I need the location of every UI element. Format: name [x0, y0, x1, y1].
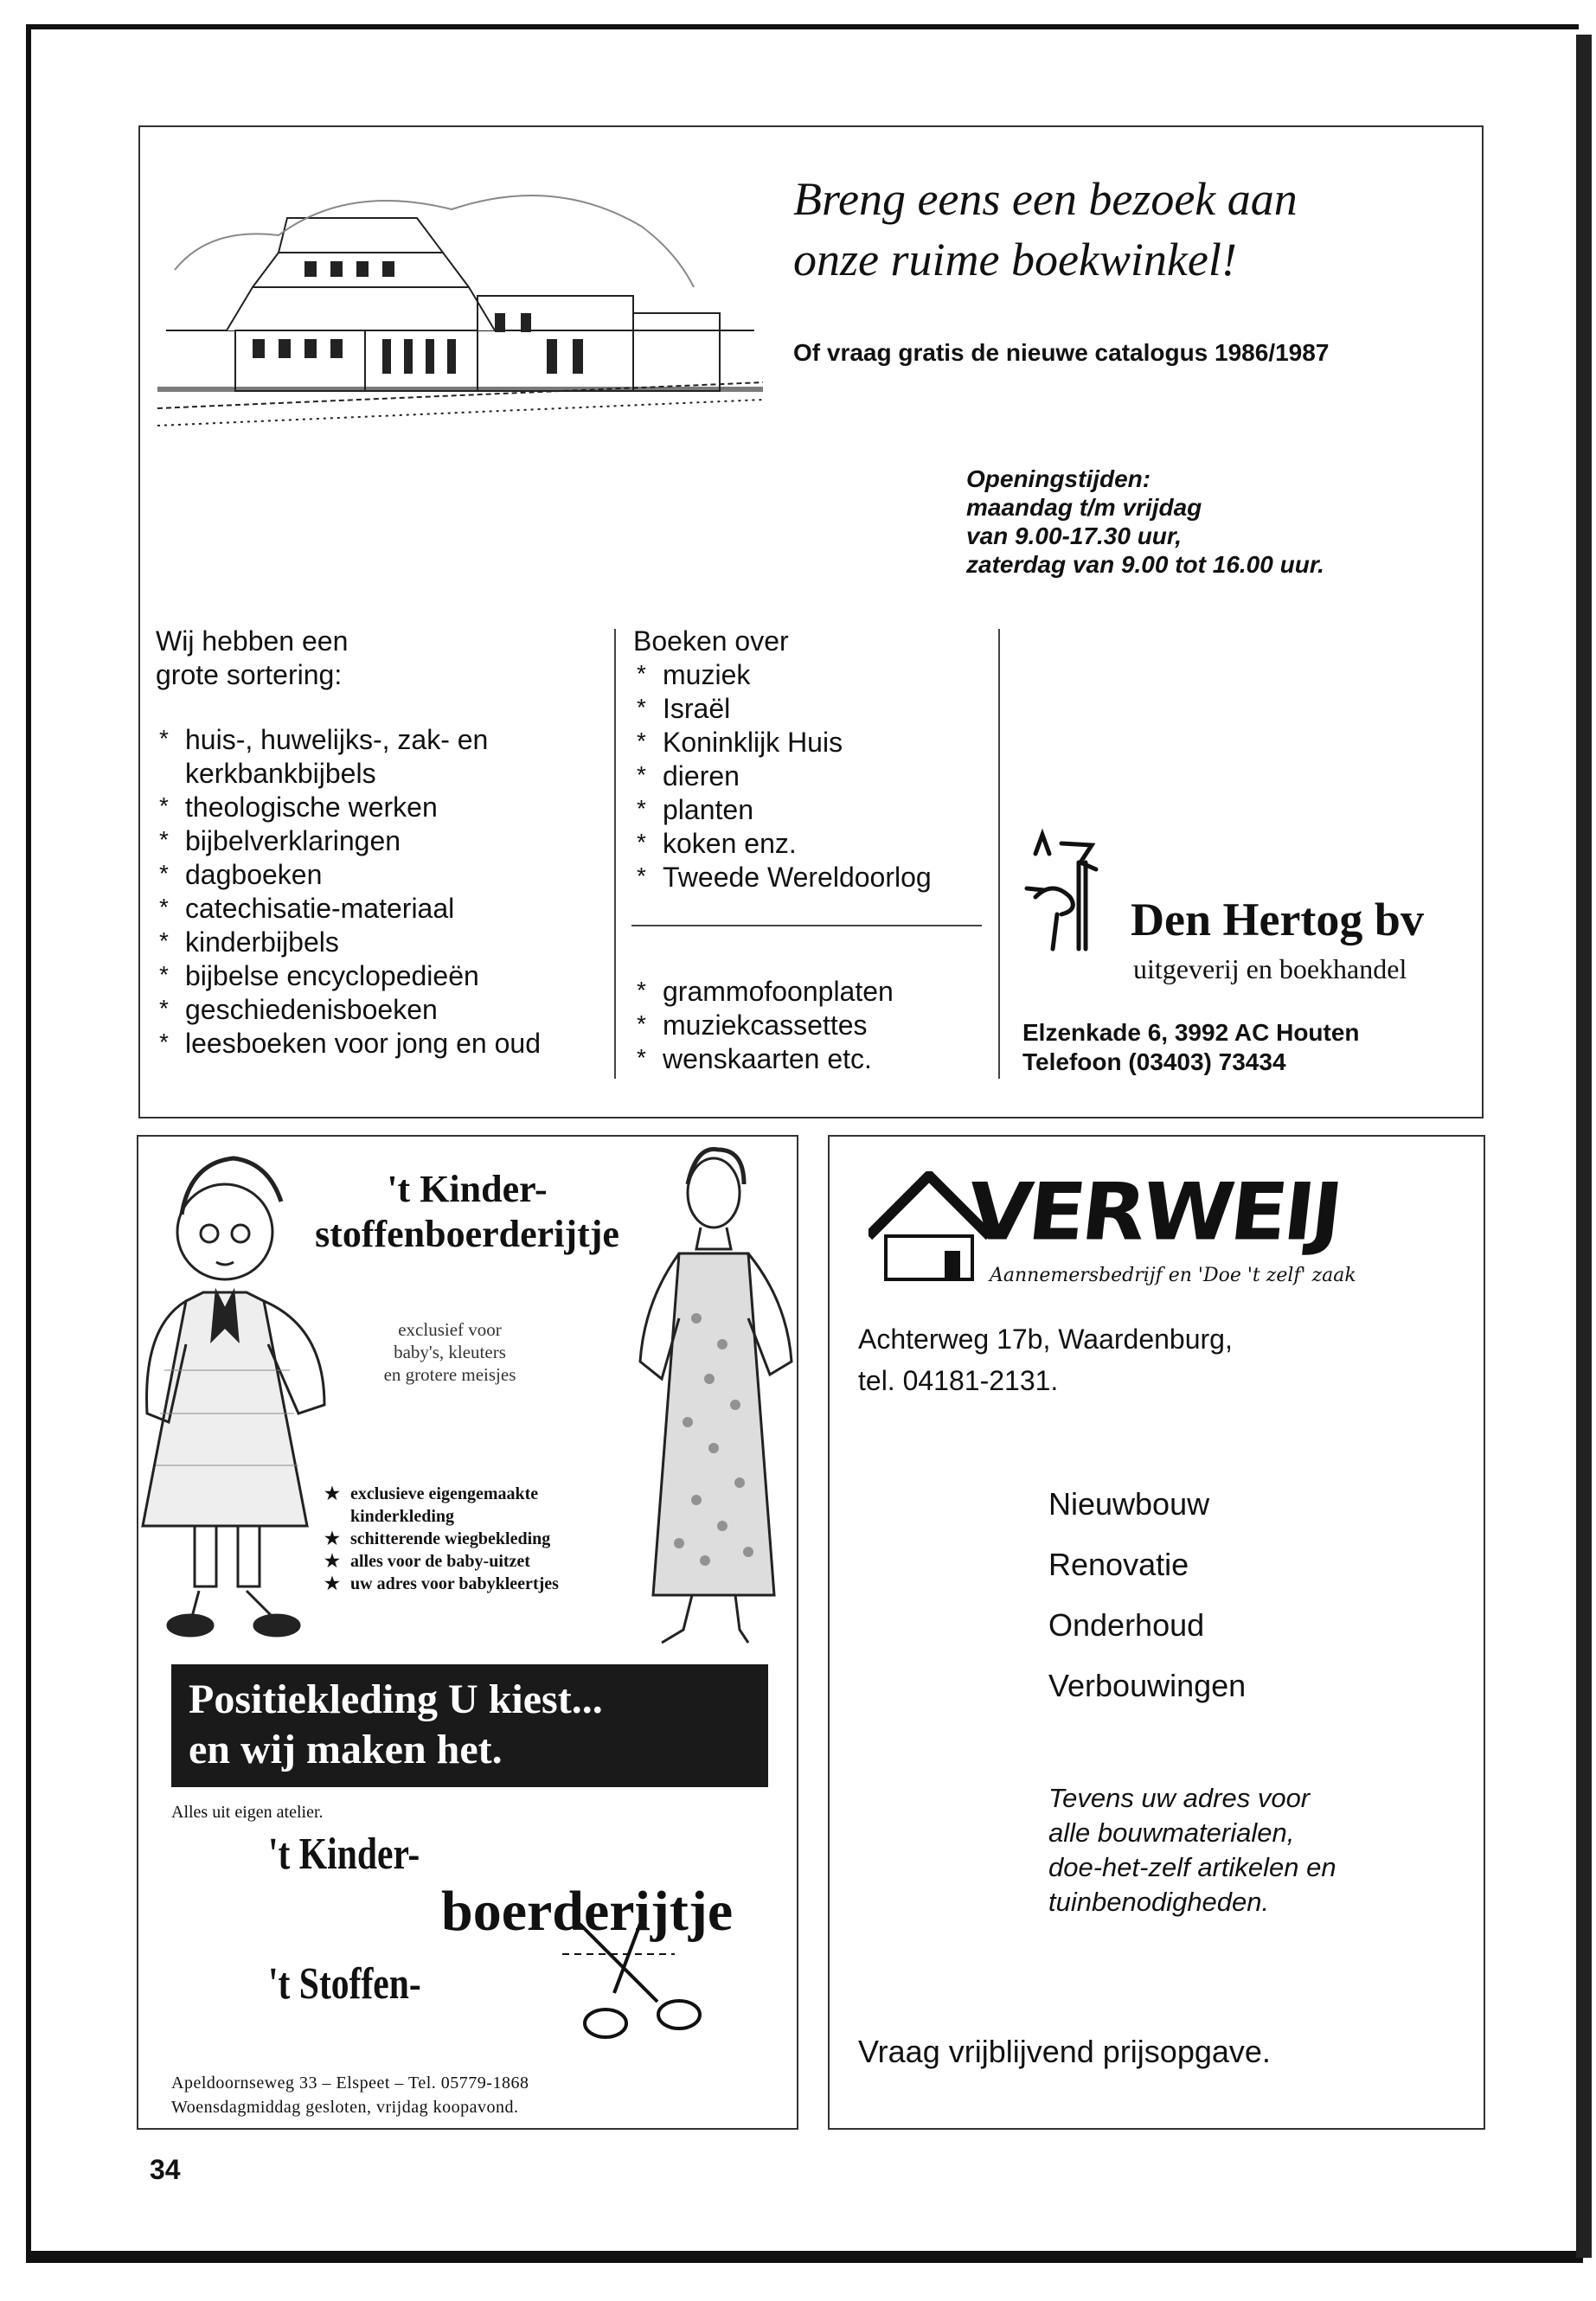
list-item: * huis-, huwelijks-, zak- en kerkbankbijbels [156, 723, 548, 791]
books-list [633, 658, 997, 894]
kinder-contact [171, 2071, 529, 2119]
bookshop-ad [138, 125, 1484, 1118]
list-item: * planten [633, 793, 997, 827]
star-icon: ★ [324, 1484, 340, 1503]
verweij-address: Achterweg 17b, Waardenburg, [858, 1324, 1233, 1355]
page-frame-right [1576, 35, 1592, 2258]
verweij-phone: tel. 04181-2131. [858, 1365, 1059, 1396]
other-products-list [633, 975, 894, 1076]
feature-item [324, 1483, 627, 1528]
bookstore-building-illustration [157, 166, 763, 503]
page-frame-bottom [26, 2251, 1583, 2263]
list-item: * bijbelse encyclopedieën [156, 959, 606, 993]
books-column [633, 625, 997, 894]
opening-hours-line: van 9.00-17.30 uur, [966, 522, 1183, 549]
page-number: 34 [150, 2154, 181, 2185]
den-hertog-phone: Telefoon (03403) 73434 [1022, 1048, 1286, 1075]
list-item: * muziekcassettes [633, 1009, 894, 1042]
verweij-tagline: Aannemersbedrijf en 'Doe 't zelf' zaak [990, 1265, 1356, 1286]
bookshop-headline [793, 169, 1298, 290]
list-item: * theologische werken [156, 791, 606, 824]
column-divider [614, 629, 616, 1079]
verweij-logo-text: VERWEIJ [963, 1165, 1344, 1259]
kinder-logo-line-2: boerderijtje [441, 1880, 734, 1943]
kinder-logo-line-3: 't Stoffen- [268, 1959, 421, 2009]
list-item: * catechisatie-materiaal [156, 892, 606, 926]
den-hertog-contact [1022, 1018, 1360, 1077]
kinder-title-line-1: 't Kinder- [387, 1168, 548, 1210]
feature-item [324, 1550, 627, 1573]
verweij-contact [858, 1318, 1233, 1401]
books-title: Boeken over [633, 625, 789, 657]
headline-line-2: onze ruime boekwinkel! [793, 234, 1237, 285]
note-line: alle bouwmaterialen, [1048, 1817, 1295, 1848]
positiekleding-banner [171, 1664, 768, 1787]
list-item: * leesboeken voor jong en oud [156, 1027, 606, 1061]
kinder-subtitle-line: baby's, kleuters [394, 1342, 506, 1362]
verweij-ad [828, 1135, 1485, 2130]
woman-illustration [627, 1145, 800, 1664]
kinder-features [324, 1483, 627, 1595]
kinder-subtitle [346, 1318, 554, 1386]
assortment-intro: grote sortering: [156, 659, 343, 690]
feature-text: alles voor de baby-uitzet [350, 1552, 530, 1571]
star-icon: ★ [324, 1552, 340, 1571]
note-line: Tevens uw adres voor [1048, 1783, 1311, 1813]
note-line: doe-het-zelf artikelen en [1048, 1852, 1336, 1882]
list-item: * kinderbijbels [156, 926, 606, 959]
catalog-offer: Of vraag gratis de nieuwe catalogus 1986/1987 [793, 339, 1330, 366]
kinder-logo-line-1: 't Kinder- [268, 1830, 420, 1879]
den-hertog-subtitle: uitgeverij en boekhandel [1133, 953, 1407, 984]
kinder-ad [137, 1135, 798, 2130]
service-item: Verbouwingen [1048, 1668, 1247, 1703]
atelier-note: Alles uit eigen atelier. [171, 1803, 324, 1822]
list-item: * muziek [633, 658, 997, 692]
feature-text: uw adres voor babykleertjes [350, 1574, 559, 1593]
verweij-cta: Vraag vrijblijvend prijsopgave. [858, 2034, 1271, 2069]
list-item: * grammofoonplaten [633, 975, 894, 1009]
list-item: * dagboeken [156, 858, 606, 892]
feature-item [324, 1573, 627, 1595]
opening-hours-title: Openingstijden: [966, 465, 1151, 492]
assortment-list [156, 723, 606, 1061]
verweij-note [1048, 1781, 1336, 1920]
star-icon: ★ [324, 1574, 340, 1593]
kinder-subtitle-line: en grotere meisjes [383, 1364, 516, 1385]
kinder-title [298, 1167, 636, 1257]
list-item: * wenskaarten etc. [633, 1042, 894, 1076]
opening-hours [966, 465, 1324, 579]
service-item: Renovatie [1048, 1547, 1189, 1582]
note-line: tuinbenodigheden. [1048, 1887, 1270, 1917]
den-hertog-address: Elzenkade 6, 3992 AC Houten [1022, 1019, 1360, 1046]
page-frame-top [26, 24, 1579, 29]
den-hertog-logo-icon [1018, 828, 1113, 958]
kinder-hours: Woensdagmiddag gesloten, vrijdag koopavond. [171, 2098, 519, 2117]
list-item: * Tweede Wereldoorlog [633, 861, 997, 894]
books-divider [631, 925, 982, 926]
assortment-column [156, 625, 606, 1061]
banner-line-1: Positiekleding U kiest... [189, 1676, 603, 1722]
service-item: Nieuwbouw [1048, 1486, 1210, 1522]
kinder-logo [251, 1820, 787, 2054]
opening-hours-line: zaterdag van 9.00 tot 16.00 uur. [966, 551, 1324, 578]
kinder-title-line-2: stoffenboerderijtje [315, 1213, 619, 1255]
feature-text: schitterende wiegbekleding [350, 1529, 551, 1548]
headline-line-1: Breng eens een bezoek aan [793, 173, 1298, 225]
verweij-services [1048, 1474, 1246, 1716]
kinder-address: Apeldoornseweg 33 – Elspeet – Tel. 05779-1868 [171, 2073, 529, 2093]
page-frame-left [26, 24, 31, 2263]
list-item: * Koninklijk Huis [633, 726, 997, 760]
assortment-intro: Wij hebben een [156, 625, 349, 657]
list-item: * geschiedenisboeken [156, 993, 606, 1027]
list-item: * Israël [633, 692, 997, 726]
feature-item [324, 1528, 627, 1550]
kinder-subtitle-line: exclusief voor [398, 1319, 502, 1340]
service-item: Onderhoud [1048, 1607, 1205, 1643]
list-item: * dieren [633, 760, 997, 793]
den-hertog-name: Den Hertog bv [1131, 894, 1424, 945]
column-divider [998, 629, 1000, 1079]
scissors-icon [562, 1915, 718, 2054]
opening-hours-line: maandag t/m vrijdag [966, 494, 1202, 521]
star-icon: ★ [324, 1529, 340, 1548]
feature-text: exclusieve eigengemaakte kinderkleding [350, 1484, 539, 1526]
list-item: * bijbelverklaringen [156, 824, 606, 858]
other-products-column [633, 975, 894, 1076]
list-item: * koken enz. [633, 827, 997, 861]
banner-line-2: en wij maken het. [189, 1727, 503, 1772]
